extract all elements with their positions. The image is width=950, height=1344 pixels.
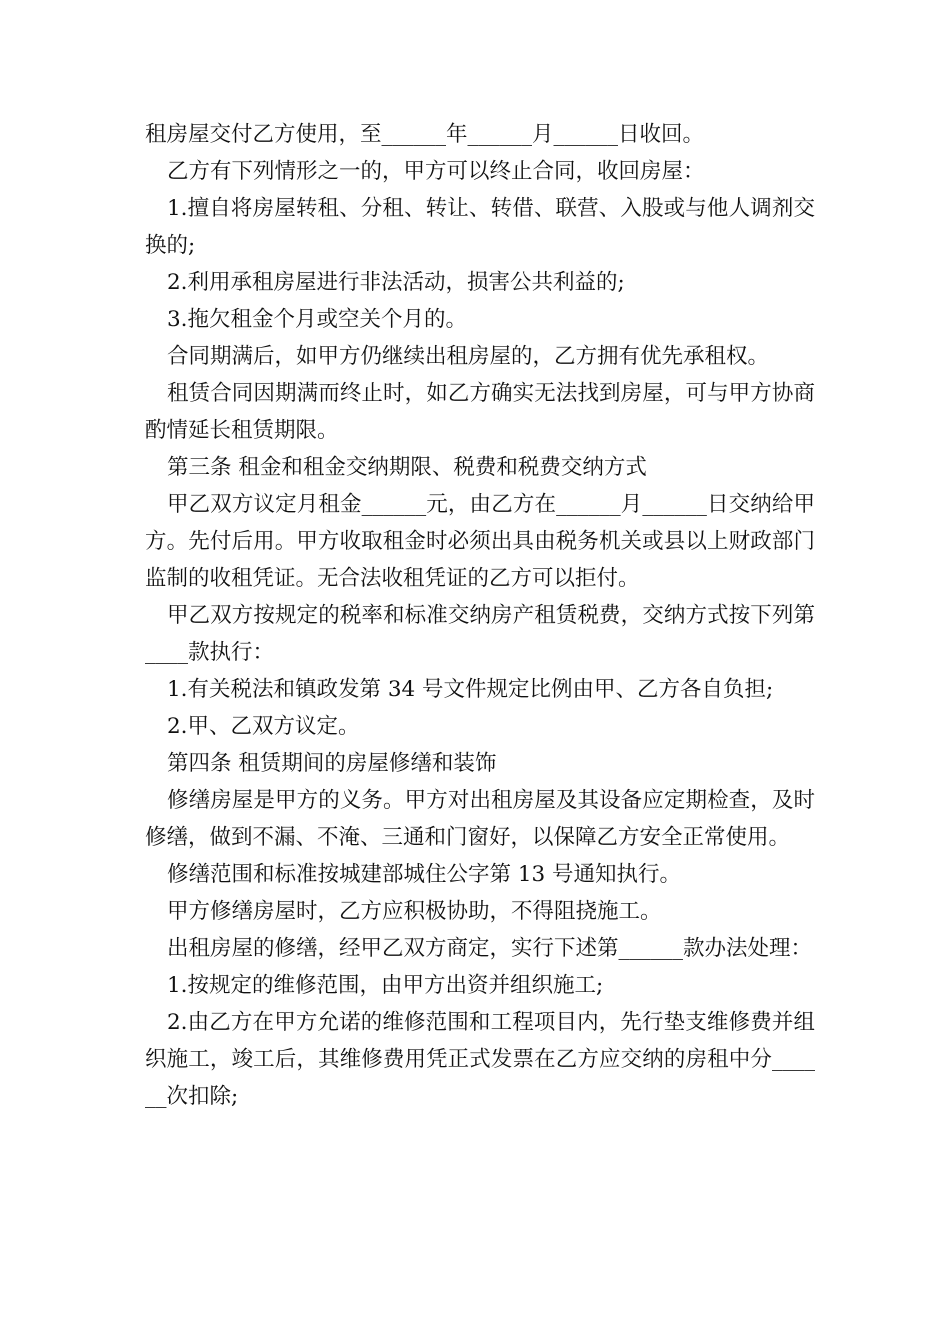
paragraph-repair-method: 出租房屋的修缮，经甲乙双方商定，实行下述第______款办法处理：	[167, 936, 813, 961]
paragraph-return-date: 租房屋交付乙方使用，至______年______月______日收回。	[145, 122, 705, 147]
paragraph-priority-lease: 合同期满后，如甲方仍继续出租房屋的，乙方拥有优先承租权。	[167, 344, 770, 369]
paragraph-repair-item-1: 1.按规定的维修范围，由甲方出资并组织施工;	[167, 973, 604, 998]
paragraph-tax-item-1: 1.有关税法和镇政发第 34 号文件规定比例由甲、乙方各自负担;	[167, 677, 774, 702]
paragraph-repair-duty: 修缮房屋是甲方的义务。甲方对出租房屋及其设备应定期检查，及时修缮，做到不漏、不淹、三通和门窗好，以保障乙方安全正常使用。	[145, 788, 815, 850]
paragraph-repair-cooperation: 甲方修缮房屋时，乙方应积极协助，不得阻挠施工。	[167, 899, 662, 924]
paragraph-tax-payment: 甲乙双方按规定的税率和标准交纳房产租赁税费，交纳方式按下列第____款执行：	[145, 603, 815, 665]
paragraph-termination-item-1: 1.擅自将房屋转租、分租、转让、转借、联营、入股或与他人调剂交换的;	[145, 196, 815, 258]
paragraph-termination-intro: 乙方有下列情形之一的，甲方可以终止合同，收回房屋：	[167, 159, 705, 184]
paragraph-extension: 租赁合同因期满而终止时，如乙方确实无法找到房屋，可与甲方协商酌情延长租赁期限。	[145, 381, 815, 443]
paragraph-repair-scope: 修缮范围和标准按城建部城住公字第 13 号通知执行。	[167, 862, 682, 887]
paragraph-termination-item-2: 2.利用承租房屋进行非法活动，损害公共利益的;	[167, 270, 625, 295]
section-heading-article-3: 第三条 租金和租金交纳期限、税费和税费交纳方式	[167, 455, 647, 480]
document-body	[145, 116, 815, 1115]
paragraph-rent-amount: 甲乙双方议定月租金______元，由乙方在______月______日交纳给甲方。先付后用。甲方收取租金时必须出具由税务机关或县以上财政部门监制的收租凭证。无合法收租凭证的乙方可以拒付。	[145, 492, 815, 591]
paragraph-termination-item-3: 3.拖欠租金个月或空关个月的。	[167, 307, 468, 332]
section-heading-article-4: 第四条 租赁期间的房屋修缮和装饰	[167, 751, 497, 776]
paragraph-tax-item-2: 2.甲、乙双方议定。	[167, 714, 360, 739]
paragraph-repair-item-2: 2.由乙方在甲方允诺的维修范围和工程项目内，先行垫支维修费并组织施工，竣工后，其维修费用凭正式发票在乙方应交纳的房租中分______次扣除;	[145, 1010, 815, 1109]
